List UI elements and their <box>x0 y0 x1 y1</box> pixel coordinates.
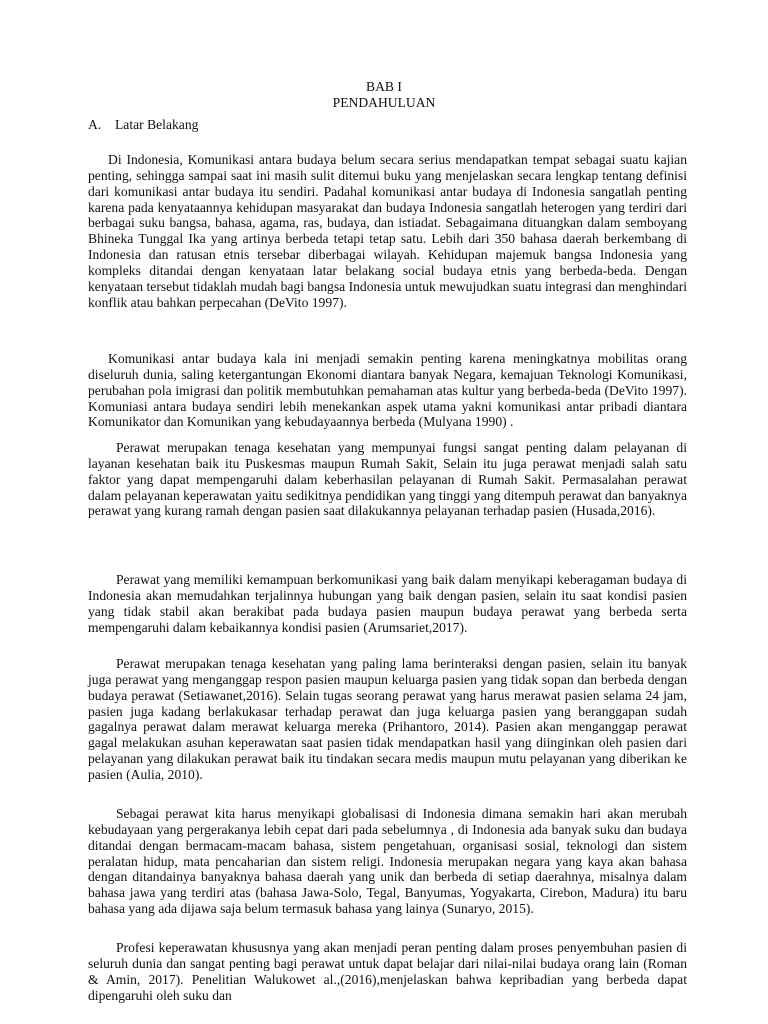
paragraph-2: Komunikasi antar budaya kala ini menjadi semakin penting karena meningkatnya mobilitas orang diseluruh dunia, saling ketergantungan Ekonomi diantara banyak Negara, kemajuan Teknologi Komunikasi, perubahan pola imigrasi dan politik membutuhkan pemahaman atas kultur yang berbeda-beda (DeVito 1997). Komuniasi antara budaya sendiri lebih menekankan aspek utama yakni komunikasi antar pribadi diantara Komunikator dan Komunikan yang kebudayaannya berbeda (Mulyana 1990) . <box>88 351 687 430</box>
paragraph-5: Perawat merupakan tenaga kesehatan yang paling lama berinteraksi dengan pasien, selain itu banyak juga perawat yang menganggap respon pasien maupun keluarga pasien yang tidak sopan dan berbeda dengan budaya perawat (Setiawanet,2016). Selain tugas seorang perawat yang harus merawat pasien selama 24 jam, pasien juga kadang berlakukasar terhadap perawat dan juga keluarga pasien yang beranggapan sudah gagalnya perawat dalam merawat keluarga mereka (Prihantoro, 2014). Pasien akan menganggap perawat gagal melakukan asuhan keperawatan saat pasien tidak mendapatkan hasil yang diinginkan oleh pasien dari pelayanan yang dilakukan perawat baik itu tindakan secara medis maupun mutu pelayanan yang diberikan ke pasien (Aulia, 2010). <box>88 656 687 782</box>
paragraph-4: Perawat yang memiliki kemampuan berkomunikasi yang baik dalam menyikapi keberagaman budaya di Indonesia akan memudahkan terjalinnya hubungan yang baik dengan pasien, selain itu saat kondisi pasien yang tidak stabil akan berakibat pada budaya pasien maupun budaya perawat yang berbeda serta mempengaruhi dalam kebaikannya kondisi pasien (Arumsariet,2017). <box>88 572 687 635</box>
section-title: Latar Belakang <box>115 117 199 132</box>
paragraph-1: Di Indonesia, Komunikasi antara budaya belum secara serius mendapatkan tempat sebagai suatu kajian penting, sehingga sampai saat ini masih sulit ditemui buku yang menjelaskan secara lengkap tentang definisi dari komunikasi antar budaya itu sendiri. Padahal komunikasi antar budaya di Indonesia sangatlah penting karena pada kenyataannya kehidupan masyarakat dan budaya Indonesia sangatlah heterogen yang terdiri dari berbagai suku bangsa, bahasa, agama, ras, budaya, dan istiadat. Sebagaimana dituangkan dalam semboyang Bhineka Tunggal Ika yang artinya berbeda tetapi tetap satu. Lebih dari 350 bahasa daerah berkembang di Indonesia dan ratusan etnis tersebar diberbagai wilayah. Kehidupan majemuk bangsa Indonesia yang kompleks ditandai dengan kenyataan latar belakang social budaya etnis yang berbeda-beda. Dengan kenyataan tersebut tidaklah mudah bagi bangsa Indonesia untuk mewujudkan suatu integrasi dan menghindari konflik atau bahkan perpecahan (DeVito 1997). <box>88 152 687 310</box>
section-heading <box>88 117 198 133</box>
section-number: A. <box>88 117 102 132</box>
paragraph-7: Profesi keperawatan khususnya yang akan menjadi peran penting dalam proses penyembuhan pasien di seluruh dunia dan sangat penting bagi perawat untuk dapat belajar dari nilai-nilai budaya orang lain (Roman & Amin, 2017). Penelitian Walukowet al.,(2016),menjelaskan bahwa kepribadian yang berbeda dapat dipengaruhi oleh suku dan <box>88 940 687 1003</box>
chapter-title: PENDAHULUAN <box>332 95 436 110</box>
chapter-number: BAB I <box>366 79 402 94</box>
paragraph-6: Sebagai perawat kita harus menyikapi globalisasi di Indonesia dimana semakin hari akan merubah kebudayaan yang pergerakanya lebih cepat dari pada sebelumnya , di Indonesia ada banyak suku dan budaya ditandai dengan bermacam-macam bahasa, sistem pengetahuan, organisasi sosial, teknologi dan sistem peralatan hidup, mata pencaharian dan sistem religi. Indonesia merupakan negara yang kaya akan bahasa dengan ditandainya banyaknya bahasa daerah yang unik dan berbeda di setiap daerahnya, misalnya dalam bahasa jawa yang terdiri atas (bahasa Jawa-Solo, Tegal, Banyumas, Yogyakarta, Cirebon, Madura) itu baru bahasa yang ada dijawa saja belum termasuk bahasa yang lainya (Sunaryo, 2015). <box>88 806 687 917</box>
paragraph-3: Perawat merupakan tenaga kesehatan yang mempunyai fungsi sangat penting dalam pelayanan di layanan kesehatan baik itu Puskesmas maupun Rumah Sakit, Selain itu juga perawat menjadi salah satu faktor yang dapat mempengaruhi dalam keberhasilan pelayanan di Rumah Sakit. Permasalahan perawat dalam pelayanan keperawatan yaitu sedikitnya pendidikan yang tinggi yang ditempuh perawat dan banyaknya perawat yang kurang ramah dengan pasien saat dilakukannya pelayanan terhadap pasien (Husada,2016). <box>88 440 687 519</box>
